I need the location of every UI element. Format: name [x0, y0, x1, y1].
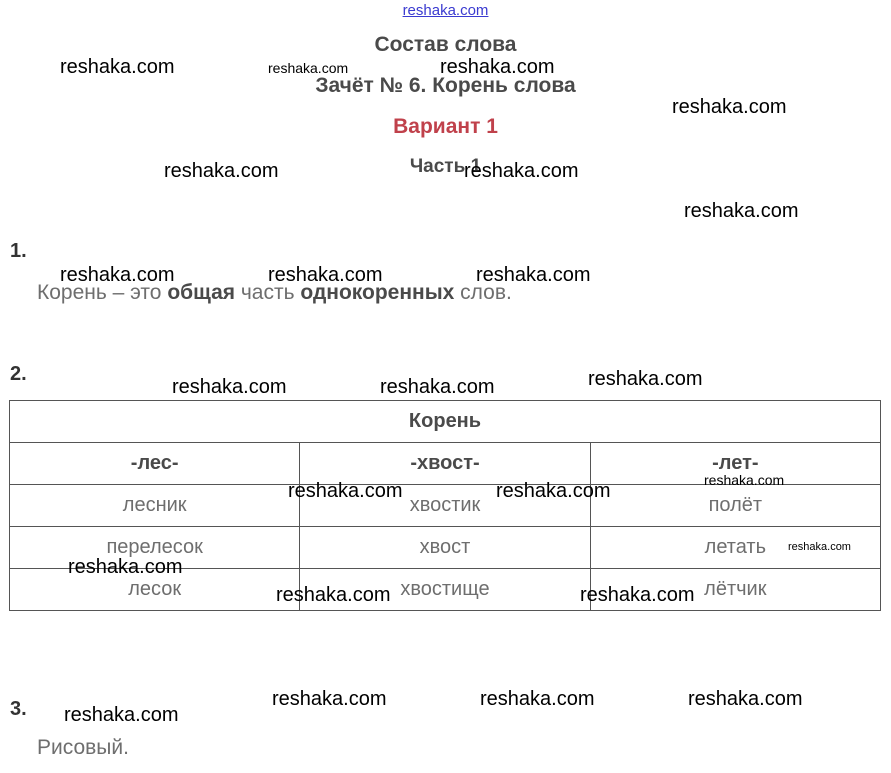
question-3-answer: Рисовый. [37, 736, 129, 759]
watermark: reshaka.com [276, 584, 391, 606]
watermark: reshaka.com [684, 200, 799, 222]
question-1-number: 1. [10, 240, 27, 262]
table-caption-row [10, 401, 881, 443]
question-2-number: 2. [10, 363, 27, 385]
table-cell: полёт [590, 485, 880, 527]
watermark: reshaka.com [68, 556, 183, 578]
watermark: reshaka.com [60, 56, 175, 78]
table-caption: Корень [10, 401, 881, 443]
answer-text: Корень – это [37, 281, 168, 304]
table-cell: лесник [10, 485, 300, 527]
column-header: -лет- [590, 443, 880, 485]
watermark: reshaka.com [172, 376, 287, 398]
watermark: reshaka.com [672, 96, 787, 118]
answer-bold-word: однокоренных [300, 281, 455, 304]
test-subtitle: Зачёт № 6. Корень слова [315, 74, 576, 97]
table-cell: хвостик [300, 485, 590, 527]
table-cell: хвост [300, 527, 590, 569]
table-cell: летать [590, 527, 880, 569]
part-label: Часть 1 [409, 156, 482, 177]
question-3-number: 3. [10, 698, 27, 720]
table-cell: хвостище [300, 569, 590, 611]
table-cell: перелесок [10, 527, 300, 569]
site-link[interactable]: reshaka.com [402, 2, 489, 19]
watermark: reshaka.com [464, 160, 579, 182]
watermark: reshaka.com [704, 472, 785, 488]
watermark: reshaka.com [588, 368, 703, 390]
watermark: reshaka.com [60, 264, 175, 286]
watermark: reshaka.com [164, 160, 279, 182]
column-header: -хвост- [300, 443, 590, 485]
watermark: reshaka.com [788, 541, 851, 553]
answer-bold-word: общая [167, 281, 236, 304]
watermark: reshaka.com [288, 480, 403, 502]
column-header: -лес- [10, 443, 300, 485]
watermark: reshaka.com [476, 264, 591, 286]
page-title: Состав слова [374, 33, 517, 56]
answer-text: часть [235, 281, 301, 304]
watermark: reshaka.com [380, 376, 495, 398]
table-row [10, 485, 881, 527]
answer-text: слов. [454, 281, 512, 304]
watermark: reshaka.com [268, 264, 383, 286]
watermark: reshaka.com [496, 480, 611, 502]
variant-label: Вариант 1 [393, 115, 498, 138]
watermark: reshaka.com [480, 688, 595, 710]
table-cell: лесок [10, 569, 300, 611]
table-cell: лётчик [590, 569, 880, 611]
watermark: reshaka.com [272, 688, 387, 710]
watermark: reshaka.com [268, 60, 349, 76]
watermark: reshaka.com [64, 704, 179, 726]
roots-table [9, 400, 881, 611]
watermark: reshaka.com [580, 584, 695, 606]
watermark: reshaka.com [440, 56, 555, 78]
watermark: reshaka.com [688, 688, 803, 710]
